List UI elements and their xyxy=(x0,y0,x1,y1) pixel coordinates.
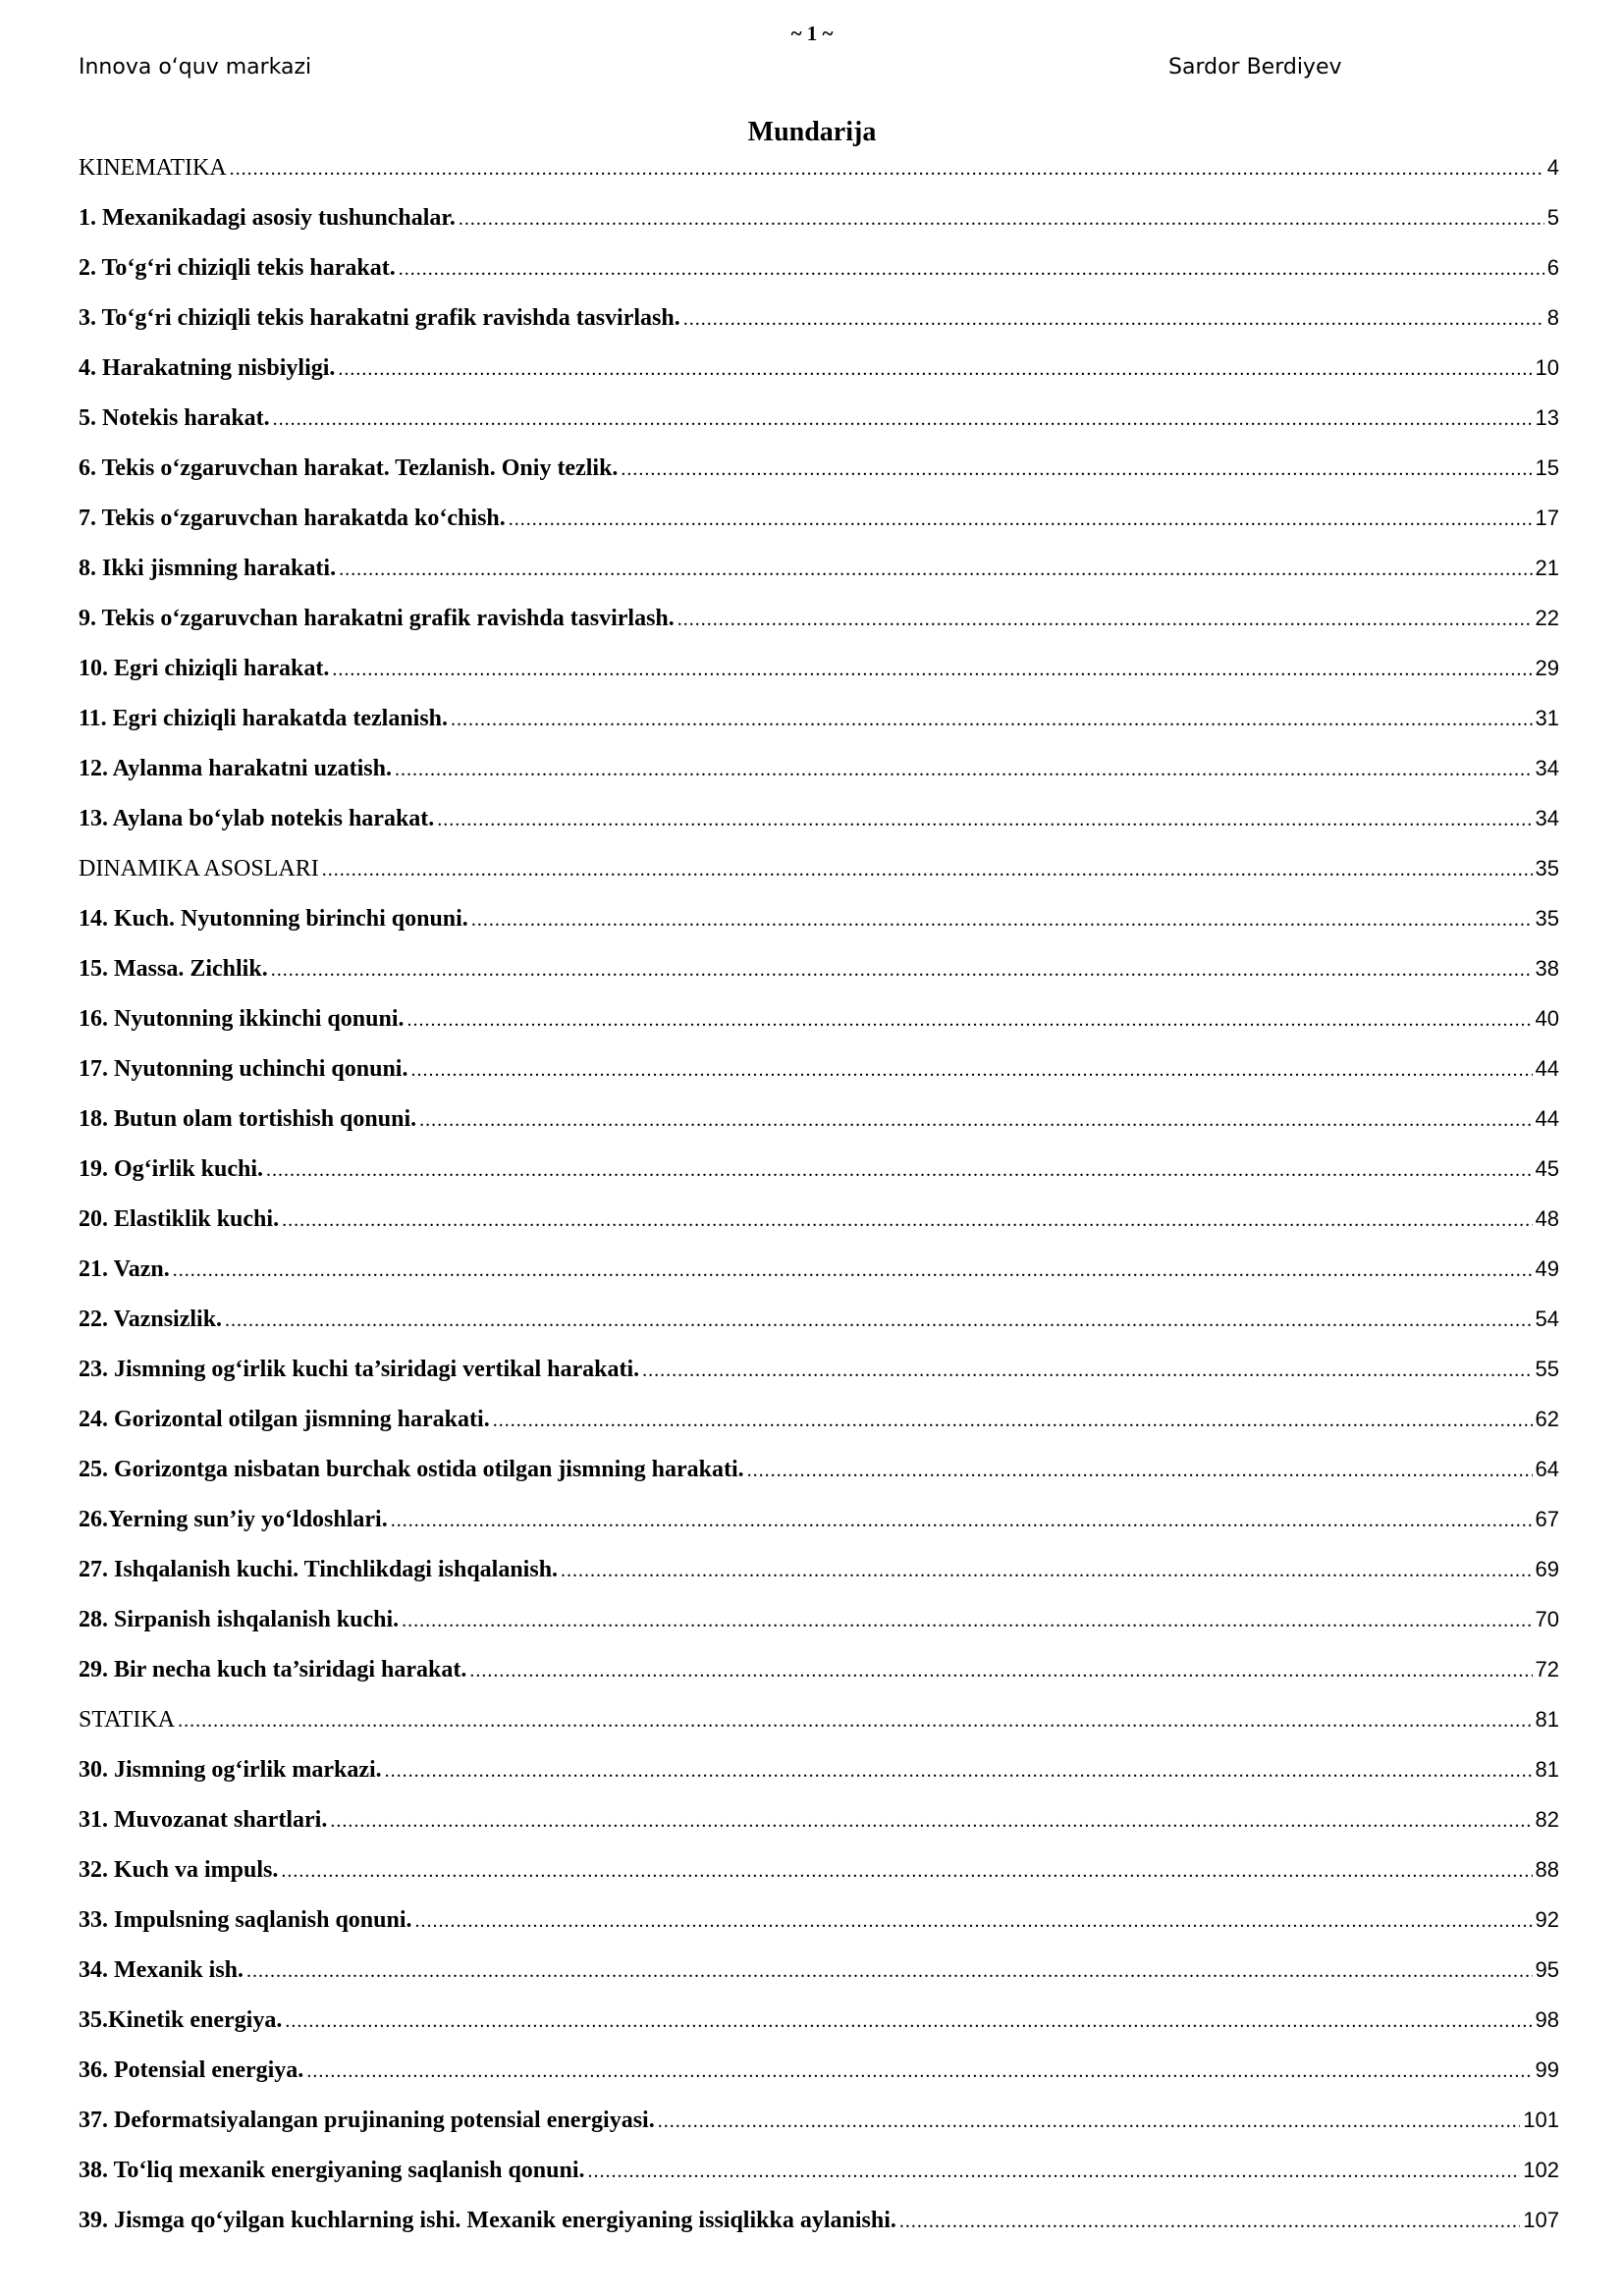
toc-dot-leader xyxy=(230,150,1544,187)
toc-entry-page-number: 5 xyxy=(1546,205,1559,230)
toc-dot-leader xyxy=(391,1502,1533,1539)
toc-entry-title: 1. Mexanikadagi asosiy tushunchalar. xyxy=(79,205,456,231)
toc-entry-page-number: 44 xyxy=(1535,1056,1559,1081)
toc-entry-title: 17. Nyutonning uchinchi qonuni. xyxy=(79,1056,408,1082)
toc-entry[interactable] xyxy=(79,249,1559,299)
toc-entry-title: 2. To‘g‘ri chiziqli tekis harakat. xyxy=(79,255,396,281)
toc-dot-leader xyxy=(419,1101,1532,1139)
toc-entry[interactable] xyxy=(79,1451,1559,1501)
toc-entry-title: 4. Harakatning nisbiyligi. xyxy=(79,355,336,381)
toc-entry[interactable] xyxy=(79,1751,1559,1801)
toc-dot-leader xyxy=(642,1352,1532,1389)
toc-entry-page-number: 54 xyxy=(1535,1307,1559,1331)
toc-entry-page-number: 34 xyxy=(1535,806,1559,830)
toc-entry-page-number: 81 xyxy=(1535,1757,1559,1782)
header-organization: Innova o‘quv markazi xyxy=(79,55,312,80)
toc-dot-leader xyxy=(273,400,1533,438)
toc-entry-page-number: 4 xyxy=(1546,155,1559,180)
toc-entry-page-number: 45 xyxy=(1535,1156,1559,1181)
toc-entry[interactable] xyxy=(79,700,1559,750)
toc-entry[interactable] xyxy=(79,2002,1559,2052)
toc-entry-page-number: 101 xyxy=(1523,2108,1559,2132)
toc-entry[interactable] xyxy=(79,900,1559,950)
toc-entry[interactable] xyxy=(79,1351,1559,1401)
toc-dot-leader xyxy=(658,2103,1521,2140)
toc-entry-page-number: 6 xyxy=(1546,255,1559,280)
page-number: ~ 1 ~ xyxy=(790,22,834,45)
toc-entry[interactable] xyxy=(79,600,1559,650)
toc-entry-page-number: 35 xyxy=(1535,856,1559,881)
toc-entry-page-number: 69 xyxy=(1535,1557,1559,1581)
toc-entry[interactable] xyxy=(79,750,1559,800)
toc-entry[interactable] xyxy=(79,299,1559,349)
toc-title: Mundarija xyxy=(747,117,877,147)
toc-entry-page-number: 15 xyxy=(1535,455,1559,480)
toc-entry[interactable] xyxy=(79,1301,1559,1351)
toc-section-entry[interactable] xyxy=(79,850,1559,900)
toc-dot-leader xyxy=(747,1452,1533,1489)
toc-entry-page-number: 40 xyxy=(1535,1006,1559,1031)
toc-dot-leader xyxy=(271,951,1533,988)
table-of-contents xyxy=(79,149,1559,2252)
toc-dot-leader xyxy=(385,1752,1533,1789)
toc-entry-page-number: 107 xyxy=(1523,2208,1559,2232)
toc-entry-title: 12. Aylanma harakatni uzatish. xyxy=(79,756,392,781)
toc-entry[interactable] xyxy=(79,349,1559,400)
toc-entry-title: 15. Massa. Zichlik. xyxy=(79,956,268,982)
toc-entry-title: 25. Gorizontga nisbatan burchak ostida otilgan jismning harakati. xyxy=(79,1457,744,1482)
toc-entry-page-number: 81 xyxy=(1535,1707,1559,1732)
toc-dot-leader xyxy=(451,701,1532,738)
toc-dot-leader xyxy=(282,1201,1532,1239)
toc-dot-leader xyxy=(338,350,1532,388)
toc-entry-page-number: 62 xyxy=(1535,1407,1559,1431)
toc-section-entry[interactable] xyxy=(79,149,1559,199)
toc-entry-title: 23. Jismning og‘irlik kuchi ta’siridagi vertikal harakati. xyxy=(79,1357,640,1382)
toc-entry-title: 6. Tekis o‘zgaruvchan harakat. Tezlanish. Oniy tezlik. xyxy=(79,455,619,481)
toc-entry[interactable] xyxy=(79,1000,1559,1050)
toc-entry-title: 36. Potensial energiya. xyxy=(79,2057,304,2083)
toc-section-entry[interactable] xyxy=(79,1701,1559,1751)
toc-entry-title: 37. Deformatsiyalangan prujinaning potensial energiyasi. xyxy=(79,2108,655,2133)
toc-entry[interactable] xyxy=(79,2202,1559,2252)
toc-entry[interactable] xyxy=(79,1401,1559,1451)
toc-dot-leader xyxy=(437,801,1532,838)
toc-entry-page-number: 88 xyxy=(1535,1857,1559,1882)
toc-entry-title: 32. Kuch va impuls. xyxy=(79,1857,279,1883)
toc-dot-leader xyxy=(306,2053,1532,2090)
toc-entry[interactable] xyxy=(79,450,1559,500)
toc-entry-page-number: 102 xyxy=(1523,2158,1559,2182)
toc-entry[interactable] xyxy=(79,950,1559,1000)
toc-dot-leader xyxy=(330,1802,1532,1840)
toc-entry-page-number: 64 xyxy=(1535,1457,1559,1481)
toc-entry-page-number: 95 xyxy=(1535,1957,1559,1982)
toc-entry-page-number: 82 xyxy=(1535,1807,1559,1832)
toc-entry[interactable] xyxy=(79,1801,1559,1851)
toc-dot-leader xyxy=(469,1652,1532,1689)
toc-entry[interactable] xyxy=(79,1201,1559,1251)
toc-entry[interactable] xyxy=(79,1251,1559,1301)
toc-dot-leader xyxy=(588,2153,1521,2190)
toc-dot-leader xyxy=(677,601,1533,638)
toc-entry-title: 28. Sirpanish ishqalanish kuchi. xyxy=(79,1607,400,1632)
toc-entry[interactable] xyxy=(79,1651,1559,1701)
toc-entry-title: 16. Nyutonning ikkinchi qonuni. xyxy=(79,1006,405,1032)
toc-entry-title: 39. Jismga qo‘yilgan kuchlarning ishi. Mexanik energiyaning issiqlikka aylanishi. xyxy=(79,2208,896,2233)
toc-entry[interactable] xyxy=(79,400,1559,450)
toc-entry[interactable] xyxy=(79,1150,1559,1201)
toc-entry-title: 31. Muvozanat shartlari. xyxy=(79,1807,328,1833)
toc-entry-title: 18. Butun olam tortishish qonuni. xyxy=(79,1106,417,1132)
toc-dot-leader xyxy=(407,1001,1533,1039)
toc-dot-leader xyxy=(173,1252,1533,1289)
toc-entry-title: 22. Vaznsizlik. xyxy=(79,1307,223,1332)
toc-entry[interactable] xyxy=(79,199,1559,249)
toc-dot-leader xyxy=(471,901,1533,938)
toc-entry-page-number: 34 xyxy=(1535,756,1559,780)
toc-entry[interactable] xyxy=(79,2102,1559,2152)
toc-entry-page-number: 35 xyxy=(1535,906,1559,931)
toc-entry[interactable] xyxy=(79,1501,1559,1551)
toc-entry-page-number: 22 xyxy=(1535,606,1559,630)
toc-entry[interactable] xyxy=(79,1050,1559,1100)
toc-dot-leader xyxy=(339,551,1532,588)
toc-entry[interactable] xyxy=(79,1851,1559,1901)
toc-entry-page-number: 49 xyxy=(1535,1256,1559,1281)
toc-entry[interactable] xyxy=(79,1601,1559,1651)
toc-dot-leader xyxy=(332,651,1532,688)
toc-entry-page-number: 44 xyxy=(1535,1106,1559,1131)
toc-entry-title: 10. Egri chiziqli harakat. xyxy=(79,656,330,681)
toc-entry[interactable] xyxy=(79,2152,1559,2202)
toc-dot-leader xyxy=(899,2203,1520,2240)
toc-entry-page-number: 98 xyxy=(1535,2007,1559,2032)
toc-entry-page-number: 10 xyxy=(1535,355,1559,380)
toc-entry[interactable] xyxy=(79,1551,1559,1601)
toc-dot-leader xyxy=(410,1051,1532,1089)
toc-entry-title: 34. Mexanik ish. xyxy=(79,1957,244,1983)
toc-entry-title: 13. Aylana bo‘ylab notekis harakat. xyxy=(79,806,435,831)
toc-entry-page-number: 55 xyxy=(1535,1357,1559,1381)
toc-dot-leader xyxy=(178,1702,1532,1739)
toc-entry-page-number: 31 xyxy=(1535,706,1559,730)
toc-entry-page-number: 48 xyxy=(1535,1206,1559,1231)
toc-entry-title: 19. Og‘irlik kuchi. xyxy=(79,1156,264,1182)
toc-entry[interactable] xyxy=(79,2052,1559,2102)
toc-entry-title: 24. Gorizontal otilgan jismning harakati. xyxy=(79,1407,490,1432)
toc-entry-title: 30. Jismning og‘irlik markazi. xyxy=(79,1757,382,1783)
toc-entry-title: 7. Tekis o‘zgaruvchan harakatda ko‘chish. xyxy=(79,506,506,531)
toc-entry-title: 33. Impulsning saqlanish qonuni. xyxy=(79,1907,412,1933)
toc-entry-page-number: 92 xyxy=(1535,1907,1559,1932)
toc-dot-leader xyxy=(322,851,1533,888)
toc-entry-page-number: 13 xyxy=(1535,405,1559,430)
toc-dot-leader xyxy=(561,1552,1532,1589)
toc-dot-leader xyxy=(395,751,1533,788)
toc-entry-title: 5. Notekis harakat. xyxy=(79,405,270,431)
toc-entry[interactable] xyxy=(79,1100,1559,1150)
toc-entry-title: 38. To‘liq mexanik energiyaning saqlanish qonuni. xyxy=(79,2158,585,2183)
toc-entry-title: 35.Kinetik energiya. xyxy=(79,2007,283,2033)
toc-entry-title: 20. Elastiklik kuchi. xyxy=(79,1206,280,1232)
toc-entry-title: 29. Bir necha kuch ta’siridagi harakat. xyxy=(79,1657,467,1682)
toc-entry-title: 27. Ishqalanish kuchi. Tinchlikdagi ishqalanish. xyxy=(79,1557,559,1582)
header-author: Sardor Berdiyev xyxy=(1168,55,1342,80)
toc-entry-page-number: 29 xyxy=(1535,656,1559,680)
toc-entry-page-number: 99 xyxy=(1535,2057,1559,2082)
toc-entry[interactable] xyxy=(79,1901,1559,1951)
toc-entry-page-number: 70 xyxy=(1535,1607,1559,1631)
toc-entry[interactable] xyxy=(79,650,1559,700)
toc-entry-page-number: 21 xyxy=(1535,556,1559,580)
toc-dot-leader xyxy=(246,1952,1532,1990)
toc-dot-leader xyxy=(509,501,1533,538)
toc-entry-title: DINAMIKA ASOSLARI xyxy=(79,856,319,881)
toc-entry[interactable] xyxy=(79,500,1559,550)
toc-entry-title: STATIKA xyxy=(79,1707,176,1733)
toc-entry-page-number: 17 xyxy=(1535,506,1559,530)
toc-entry[interactable] xyxy=(79,1951,1559,2002)
toc-dot-leader xyxy=(415,1902,1533,1940)
toc-entry-title: 8. Ikki jismning harakati. xyxy=(79,556,337,581)
toc-entry-title: 3. To‘g‘ri chiziqli tekis harakatni grafik ravishda tasvirlash. xyxy=(79,305,680,331)
toc-dot-leader xyxy=(399,250,1544,288)
toc-dot-leader xyxy=(266,1151,1532,1189)
toc-entry-title: 11. Egri chiziqli harakatda tezlanish. xyxy=(79,706,449,731)
toc-dot-leader xyxy=(402,1602,1532,1639)
toc-entry[interactable] xyxy=(79,800,1559,850)
toc-entry-page-number: 67 xyxy=(1535,1507,1559,1531)
toc-dot-leader xyxy=(621,451,1532,488)
toc-dot-leader xyxy=(683,300,1544,338)
toc-entry-title: 14. Kuch. Nyutonning birinchi qonuni. xyxy=(79,906,468,932)
toc-entry-page-number: 38 xyxy=(1535,956,1559,981)
toc-dot-leader xyxy=(459,200,1544,238)
toc-entry-page-number: 8 xyxy=(1546,305,1559,330)
toc-entry[interactable] xyxy=(79,550,1559,600)
toc-dot-leader xyxy=(281,1852,1532,1890)
toc-dot-leader xyxy=(225,1302,1532,1339)
toc-entry-title: 9. Tekis o‘zgaruvchan harakatni grafik ravishda tasvirlash. xyxy=(79,606,675,631)
toc-entry-title: 21. Vazn. xyxy=(79,1256,170,1282)
toc-entry-title: 26.Yerning sun’iy yo‘ldoshlari. xyxy=(79,1507,388,1532)
toc-dot-leader xyxy=(285,2002,1532,2040)
toc-dot-leader xyxy=(493,1402,1533,1439)
toc-entry-title: KINEMATIKA xyxy=(79,155,227,181)
toc-entry-page-number: 72 xyxy=(1535,1657,1559,1682)
